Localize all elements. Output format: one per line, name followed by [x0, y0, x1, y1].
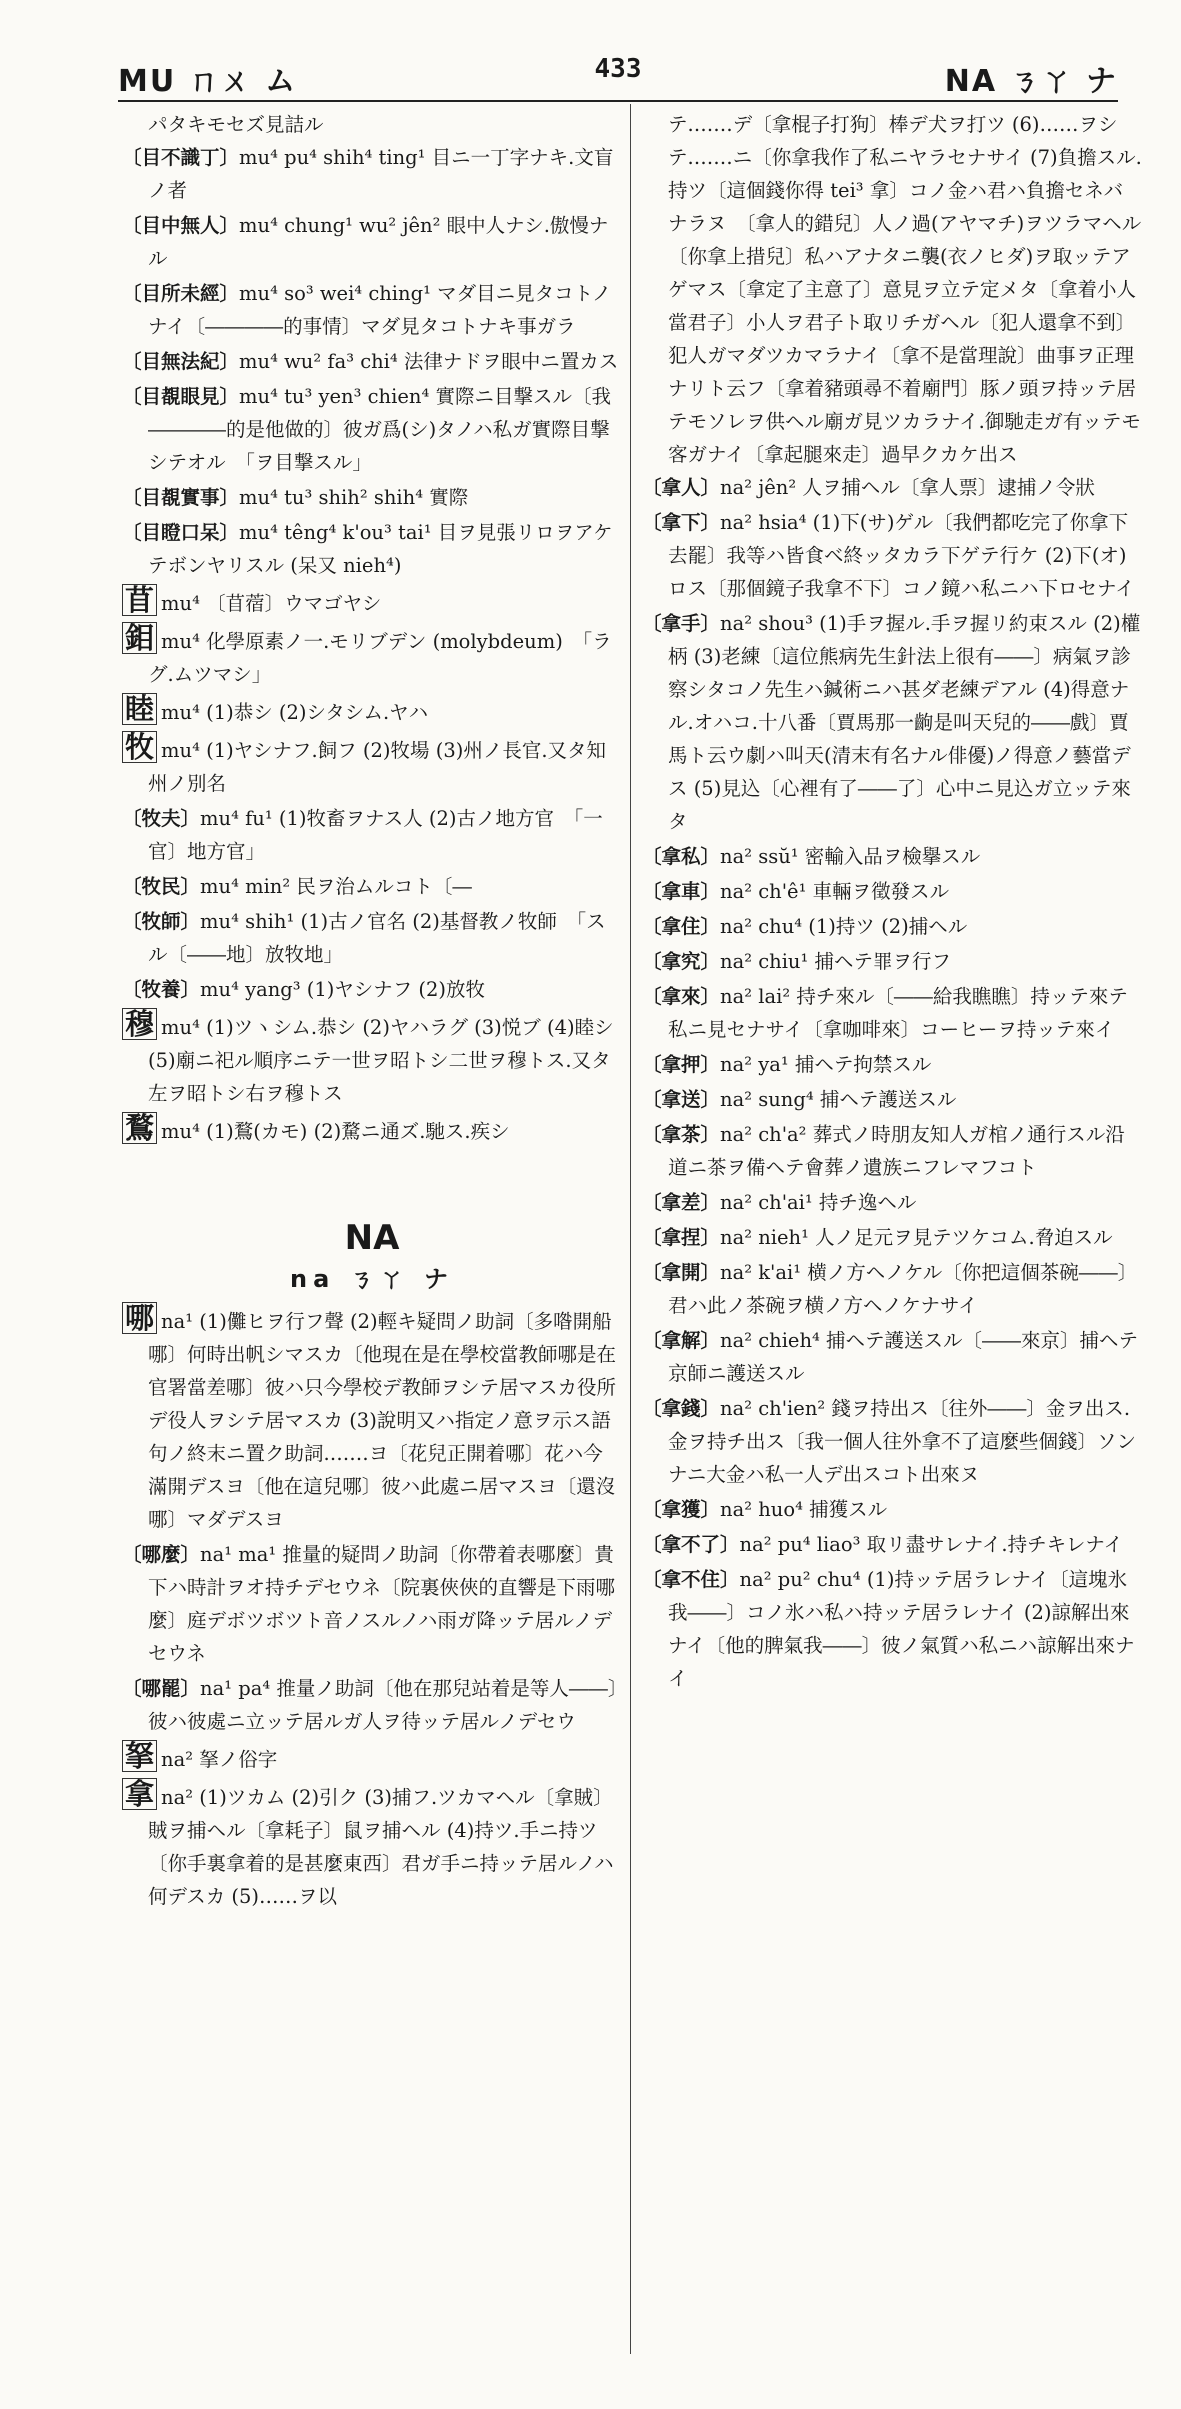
na-end-entries	[122, 1740, 622, 1913]
compound-headword: 〔拿手〕	[642, 612, 721, 635]
compound-headword: 〔拿送〕	[642, 1088, 721, 1111]
compound-headword: 〔拿來〕	[642, 985, 721, 1008]
headword: 拿	[122, 1778, 157, 1810]
dictionary-entry	[122, 693, 622, 729]
dictionary-entry	[122, 584, 622, 620]
dictionary-entry	[642, 1256, 1142, 1322]
dictionary-entry	[122, 1008, 622, 1110]
definition-text: mu⁴ yang³ (1)ヤシナフ (2)放牧	[200, 978, 486, 1001]
definition-text: na² k'ai¹ 横ノ方ヘノケル〔你把這個茶碗――〕君ハ此ノ茶碗ヲ横ノ方ヘノケナサイ	[668, 1261, 1138, 1317]
definition-text: mu⁴ (1)ツヽシム.恭シ (2)ヤハラグ (3)悦ブ (4)睦シ (5)廟ニ祀ル順序ニテ一世ヲ昭トシ二世ヲ穆トス.又タ左ヲ昭トシ右ヲ穆トス	[148, 1016, 614, 1105]
left-entries-after	[122, 802, 622, 1006]
definition-text: mu⁴ shih¹ (1)古ノ官名 (2)基督教ノ牧師 「スル〔――地〕放牧地」	[148, 910, 606, 966]
compound-headword: 〔牧夫〕	[122, 807, 201, 830]
dictionary-entry	[642, 980, 1142, 1046]
dictionary-entry	[122, 141, 622, 207]
definition-text: na¹ ma¹ 推量的疑問ノ助詞〔你帶着表哪麼〕貴下ハ時計ヲオ持チデセウネ〔院裏俠俠的直響是下雨哪麼〕庭デボツボツト音ノスルノハ雨ガ降ッテ居ルノデセウネ	[148, 1543, 616, 1665]
dictionary-entry	[122, 1672, 622, 1738]
section-subtitle: na ㄋㄚ ナ	[290, 1265, 454, 1293]
dictionary-entry	[642, 1186, 1142, 1219]
dictionary-entry	[642, 1324, 1142, 1390]
dictionary-entry	[642, 945, 1142, 978]
compound-headword: 〔拿車〕	[642, 880, 721, 903]
dictionary-entry	[642, 1083, 1142, 1116]
dictionary-entry	[642, 1563, 1142, 1695]
right-entries	[642, 108, 1142, 1695]
column-divider	[630, 104, 631, 2354]
compound-headword: 〔目中無人〕	[122, 214, 240, 237]
dictionary-entry	[122, 870, 622, 903]
dictionary-entry	[122, 622, 622, 691]
definition-text: na² ch'ê¹ 車輛ヲ徵發スル	[720, 880, 950, 903]
dictionary-entry	[122, 1538, 622, 1670]
left-entries-before	[122, 108, 622, 582]
definition-text: na² pu⁴ liao³ 取リ盡サレナイ.持チキレナイ	[739, 1533, 1124, 1556]
dictionary-entry	[122, 1112, 622, 1148]
left-column	[122, 108, 622, 2358]
dictionary-entry	[122, 380, 622, 479]
compound-headword: 〔拿住〕	[642, 915, 721, 938]
left-entries-end	[122, 1008, 622, 1148]
definition-text: na¹ pa⁴ 推量ノ助詞〔他在那兒站着是等人――〕彼ハ彼處ニ立ッテ居ルガ人ヲ待ッテ居ルノデセウ	[148, 1677, 618, 1733]
headword: 苜	[122, 584, 157, 616]
definition-text: na² ch'ien² 錢ヲ持出ス〔往外――〕金ヲ出ス.金ヲ持チ出ス〔我一個人往外拿不了這麼些個錢〕ソンナニ大金ハ私一人デ出スコト出來ヌ	[668, 1397, 1137, 1486]
dictionary-entry	[122, 1778, 622, 1913]
definition-text: mu⁴ pu⁴ shih⁴ ting¹ 目ニ一丁字ナキ.文盲ノ者	[148, 146, 614, 202]
dictionary-entry	[642, 1048, 1142, 1081]
compound-headword: 〔拿究〕	[642, 950, 721, 973]
definition-text: mu⁴ fu¹ (1)牧畜ヲナス人 (2)古ノ地方官 「一官〕地方官」	[148, 807, 603, 863]
definition-text: na¹ (1)儺ヒヲ行フ聲 (2)輕キ疑問ノ助詞〔多喒開船哪〕何時出帆シマスカ〔他現在是在學校當教師哪是在官署當差哪〕彼ハ只今學校デ教師ヲシテ居マスカ役所デ役人ヲシテ居マスカ (3)說明又ハ指定ノ意ヲ示ス語句ノ終末ニ置ク助詞.……ヨ〔花兒正開着哪〕花ハ今滿開デスヨ〔他在這兒哪〕彼ハ此處ニ居マスヨ〔還沒哪〕マダデスヨ	[148, 1310, 617, 1531]
definition-text: na² sung⁴ 捕ヘテ護送スル	[720, 1088, 957, 1111]
definition-text: mu⁴ wu² fa³ chi⁴ 法律ナドヲ眼中ニ置カス	[239, 350, 619, 373]
definition-text: パタキモセズ見詰ル	[148, 113, 324, 136]
compound-headword: 〔拿人〕	[642, 476, 721, 499]
header-left-guide: MU ㄇㄨ ム	[118, 64, 298, 99]
right-column	[642, 108, 1142, 2358]
dictionary-entry	[122, 481, 622, 514]
compound-headword: 〔拿茶〕	[642, 1123, 721, 1146]
definition-text: na² chieh⁴ 捕ヘテ護送スル〔――來京〕捕ヘテ京師ニ護送スル	[668, 1329, 1139, 1385]
dictionary-entry	[122, 209, 622, 275]
compound-headword: 〔拿捏〕	[642, 1226, 721, 1249]
definition-text: na² jên² 人ヲ捕ヘル〔拿人票〕逮捕ノ令狀	[720, 476, 1095, 499]
compound-headword: 〔拿押〕	[642, 1053, 721, 1076]
compound-headword: 〔拿私〕	[642, 845, 721, 868]
definition-text: na² pu² chu⁴ (1)持ッテ居ラレナイ〔這塊氷我――〕コノ氷ハ私ハ持ッテ居ラレナイ (2)諒解出來ナイ〔他的脾氣我――〕彼ノ氣質ハ私ニハ諒解出來ナイ	[668, 1568, 1135, 1690]
definition-text: na² shou³ (1)手ヲ握ル.手ヲ握リ約束スル (2)權柄 (3)老練〔這位熊病先生針法上很有――〕病氣ヲ診察シタコノ先生ハ鍼術ニハ甚ダ老練デアル (4)得意ナル.オハコ.十八番〔賈馬那一齣是叫天兒的――戲〕賈馬ト云ウ劇ハ叫天(清末有名ナル俳優)ノ得意ノ藝當デス (5)見込〔心裡有了――了〕心中ニ見込ガ立ッテ來タ	[668, 612, 1141, 833]
dictionary-entry	[122, 277, 622, 343]
headword: 哪	[122, 1302, 157, 1334]
compound-headword: 〔目覩眼見〕	[122, 385, 240, 408]
header-right-guide: NA ㄋㄚ ナ	[944, 64, 1118, 99]
dictionary-entry	[122, 1740, 622, 1776]
dictionary-entry	[642, 1221, 1142, 1254]
definition-text: na² lai² 持チ來ル〔――給我瞧瞧〕持ッテ來テ私ニ見セナサイ〔拿咖啡來〕コーヒーヲ持ッテ來イ	[668, 985, 1128, 1041]
definition-text: na² ssŭ¹ 密輸入品ヲ檢擧スル	[720, 845, 981, 868]
compound-headword: 〔哪麼〕	[122, 1543, 201, 1566]
definition-text: na² 拏ノ俗字	[161, 1748, 278, 1771]
dictionary-entry	[642, 607, 1142, 838]
headword: 穆	[122, 1008, 157, 1040]
page-header	[118, 52, 1118, 100]
definition-text: mu⁴ so³ wei⁴ ching¹ マダ目ニ見タコトノナイ〔――――的事情〕マダ見タコトナキ事ガラ	[148, 282, 612, 338]
headword: 睦	[122, 693, 157, 725]
compound-headword: 〔拿獲〕	[642, 1498, 721, 1521]
definition-text: na² hsia⁴ (1)下(サ)ゲル〔我們都吃完了你拿下去罷〕我等ハ皆食ベ終ッタカラ下ゲテ行ケ (2)下(オ)ロス〔那個鏡子我拿不下〕コノ鏡ハ私ニハ下ロセナイ	[668, 511, 1135, 600]
compound-headword: 〔目無法紀〕	[122, 350, 240, 373]
definition-text: na² chu⁴ (1)持ツ (2)捕ヘル	[720, 915, 968, 938]
section-title: NA	[344, 1218, 400, 1258]
dictionary-entry	[122, 905, 622, 971]
compound-headword: 〔牧師〕	[122, 910, 201, 933]
definition-text: mu⁴ (1)鶩(カモ) (2)騖ニ通ズ.馳ス.疾シ	[161, 1120, 510, 1143]
compound-headword: 〔拿不住〕	[642, 1568, 740, 1591]
compound-headword: 〔拿下〕	[642, 511, 721, 534]
dictionary-entry	[122, 345, 622, 378]
compound-headword: 〔目所未經〕	[122, 282, 240, 305]
definition-text: mu⁴ 化學原素ノ一.モリブデン (molybdeum) 「ラグ.ムツマシ」	[148, 630, 612, 686]
definition-text: mu⁴ chung¹ wu² jên² 眼中人ナシ.傲慢ナル	[148, 214, 609, 270]
dictionary-entry	[122, 973, 622, 1006]
compound-headword: 〔拿差〕	[642, 1191, 721, 1214]
na-entries	[122, 1302, 622, 1536]
definition-text: mu⁴ 〔苜蓿〕ウマゴヤシ	[161, 592, 382, 615]
page-number: 433	[594, 54, 642, 84]
dictionary-entry	[642, 1118, 1142, 1184]
definition-text: テ.……デ〔拿棍子打狗〕棒デ犬ヲ打ツ (6)……ヲシテ.……ニ〔你拿我作了私ニヤラセナサイ (7)負擔スル.持ツ〔這個錢你得 tei³ 拿〕コノ金ハ君ハ負擔セネバナラヌ 〔拿人的錯兒〕人ノ過(アヤマチ)ヲツラマヘル〔你拿上措兒〕私ハアナタニ襲(衣ノヒダ)ヲ取ッテアゲマス〔拿定了主意了〕意見ヲ立テ定メタ〔拿着小人當君子〕小人ヲ君子ト取リチガヘル〔犯人還拿不到〕犯人ガマダツカマラナイ〔拿不是當理說〕曲事ヲ正理ナリト云フ〔拿着豬頭尋不着廟門〕豚ノ頭ヲ持ッテ居テモソレヲ供ヘル廟ガ見ツカラナイ.御馳走ガ有ッテモ客ガナイ〔拿起腿來走〕過早クカケ出ス	[668, 113, 1142, 466]
compound-headword: 〔目覩實事〕	[122, 486, 240, 509]
definition-text: mu⁴ min² 民ヲ治ムルコト〔―	[200, 875, 472, 898]
definition-text: mu⁴ tu³ shih² shih⁴ 實際	[239, 486, 469, 509]
dictionary-entry	[642, 471, 1142, 504]
compound-headword: 〔目瞪口呆〕	[122, 521, 240, 544]
na-sub-entries	[122, 1538, 622, 1738]
dictionary-entry	[122, 516, 622, 582]
compound-headword: 〔拿解〕	[642, 1329, 721, 1352]
dictionary-entry	[122, 802, 622, 868]
definition-text: na² ya¹ 捕ヘテ拘禁スル	[720, 1053, 932, 1076]
dictionary-entry	[642, 840, 1142, 873]
headword: 牧	[122, 731, 157, 763]
definition-text: na² chiu¹ 捕ヘテ罪ヲ行フ	[720, 950, 952, 973]
compound-headword: 〔拿不了〕	[642, 1533, 740, 1556]
headword: 鶩	[122, 1112, 157, 1144]
dictionary-entry	[122, 731, 622, 800]
dictionary-entry	[642, 875, 1142, 908]
headword: 拏	[122, 1740, 157, 1772]
compound-headword: 〔牧民〕	[122, 875, 201, 898]
definition-text: mu⁴ (1)恭シ (2)シタシム.ヤハ	[161, 701, 429, 724]
compound-headword: 〔目不識丁〕	[122, 146, 240, 169]
compound-headword: 〔拿錢〕	[642, 1397, 721, 1420]
dictionary-entry	[642, 1392, 1142, 1491]
definition-text: na² ch'ai¹ 持チ逸ヘル	[720, 1191, 917, 1214]
definition-text: mu⁴ tu³ yen³ chien⁴ 實際ニ目撃スル〔我――――的是他做的〕彼ガ爲(シ)タノハ私ガ實際目撃シテオル 「ヲ目撃スル」	[148, 385, 611, 474]
definition-text: na² ch'a² 葬式ノ時朋友知人ガ棺ノ通行スル沿道ニ茶ヲ備ヘテ會葬ノ遺族ニフレマフコト	[668, 1123, 1125, 1179]
definition-text: na² nieh¹ 人ノ足元ヲ見テツケコム.脅迫スル	[720, 1226, 1113, 1249]
header-rule	[118, 100, 1118, 102]
dictionary-entry	[642, 910, 1142, 943]
compound-headword: 〔哪罷〕	[122, 1677, 201, 1700]
dictionary-entry	[122, 108, 622, 141]
definition-text: mu⁴ têng⁴ k'ou³ tai¹ 目ヲ見張リロヲアケテボンヤリスル (呆又 nieh⁴)	[148, 521, 613, 577]
dictionary-entry	[122, 1302, 622, 1536]
dictionary-entry	[642, 108, 1142, 471]
definition-text: na² huo⁴ 捕獲スル	[720, 1498, 888, 1521]
dictionary-entry	[642, 1528, 1142, 1561]
dictionary-entry	[642, 506, 1142, 605]
compound-headword: 〔牧養〕	[122, 978, 201, 1001]
definition-text: na² (1)ツカム (2)引ク (3)捕フ.ツカマヘル〔拿賊〕賊ヲ捕ヘル〔拿耗子〕鼠ヲ捕ヘル (4)持ツ.手ニ持ツ〔你手裏拿着的是甚麼東西〕君ガ手ニ持ッテ居ルノハ何デスカ (5)……ヲ以	[148, 1786, 614, 1908]
headword: 鉬	[122, 622, 157, 654]
left-entries-mid	[122, 584, 622, 800]
dictionary-entry	[642, 1493, 1142, 1526]
compound-headword: 〔拿開〕	[642, 1261, 721, 1284]
definition-text: mu⁴ (1)ヤシナフ.飼フ (2)牧場 (3)州ノ長官.又タ知州ノ別名	[148, 739, 607, 795]
